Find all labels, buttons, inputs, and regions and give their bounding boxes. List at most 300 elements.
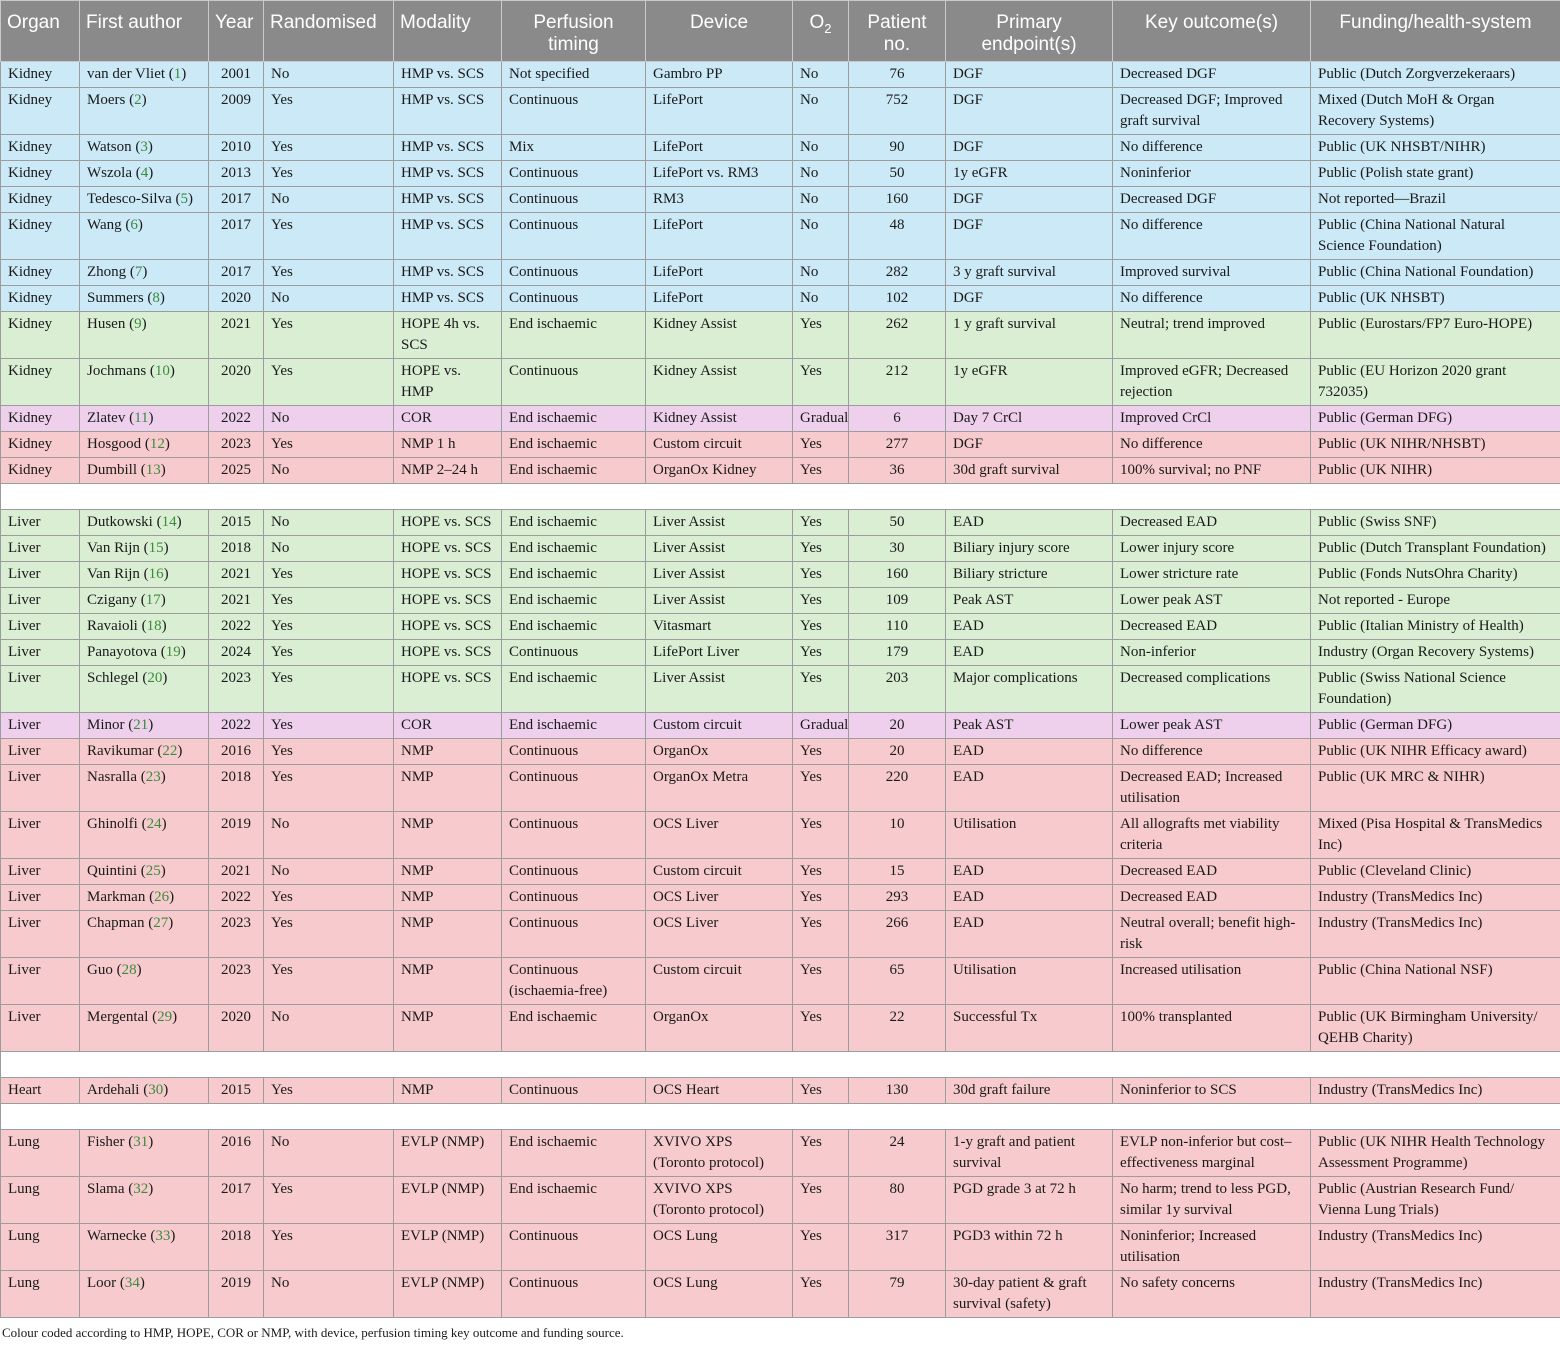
cell-device: Custom circuit — [646, 958, 793, 1005]
cell-perfusion-timing: Mix — [502, 135, 646, 161]
cell-key-outcome: Lower injury score — [1113, 536, 1311, 562]
cell-funding: Public (German DFG) — [1311, 406, 1560, 432]
author-name: Ardehali — [87, 1082, 140, 1098]
cell-perfusion-timing: Continuous — [502, 88, 646, 135]
cell-o2: No — [793, 62, 849, 88]
cell-randomised: Yes — [264, 432, 394, 458]
cell-perfusion-timing: End ischaemic — [502, 432, 646, 458]
cell-patient-no: 10 — [849, 812, 946, 859]
cell-funding: Public (UK NIHR) — [1311, 458, 1560, 484]
reference-link[interactable]: 24 — [146, 816, 162, 832]
author-name: Husen — [87, 316, 126, 332]
cell-organ: Liver — [1, 812, 80, 859]
table-row — [1, 1224, 1560, 1271]
cell-modality: NMP — [394, 812, 502, 859]
cell-key-outcome: Lower peak AST — [1113, 588, 1311, 614]
cell-modality: HMP vs. SCS — [394, 161, 502, 187]
header-organ: Organ — [1, 1, 80, 62]
reference-link[interactable]: 27 — [153, 915, 169, 931]
reference-link[interactable]: 23 — [145, 769, 161, 785]
cell-patient-no: 50 — [849, 161, 946, 187]
reference-link[interactable]: 1 — [173, 66, 182, 82]
author-name: Slama — [87, 1181, 125, 1197]
reference-link[interactable]: 32 — [133, 1181, 149, 1197]
cell-primary-endpoint: 30d graft failure — [946, 1078, 1113, 1104]
header-year: Year — [209, 1, 264, 62]
cell-patient-no: 282 — [849, 260, 946, 286]
cell-o2: Yes — [793, 614, 849, 640]
cell-o2: No — [793, 88, 849, 135]
cell-first-author: Mergental (29) — [80, 1005, 209, 1052]
cell-randomised: No — [264, 187, 394, 213]
cell-year: 2020 — [209, 1005, 264, 1052]
cell-device: Liver Assist — [646, 588, 793, 614]
reference-link[interactable]: 12 — [149, 436, 165, 452]
cell-first-author: Hosgood (12) — [80, 432, 209, 458]
cell-first-author: Dutkowski (14) — [80, 510, 209, 536]
cell-randomised: Yes — [264, 562, 394, 588]
cell-first-author: Ravaioli (18) — [80, 614, 209, 640]
cell-perfusion-timing: Continuous — [502, 1078, 646, 1104]
cell-patient-no: 20 — [849, 713, 946, 739]
cell-randomised: Yes — [264, 1177, 394, 1224]
table-row — [1, 536, 1560, 562]
cell-patient-no: 293 — [849, 885, 946, 911]
cell-key-outcome: Noninferior; Increased utilisation — [1113, 1224, 1311, 1271]
table-row — [1, 260, 1560, 286]
author-name: Nasralla — [87, 769, 137, 785]
cell-perfusion-timing: Not specified — [502, 62, 646, 88]
cell-modality: COR — [394, 406, 502, 432]
cell-primary-endpoint: 1 y graft survival — [946, 312, 1113, 359]
separator-cell — [1, 484, 1560, 510]
cell-organ: Lung — [1, 1130, 80, 1177]
cell-funding: Not reported - Europe — [1311, 588, 1560, 614]
cell-key-outcome: Lower stricture rate — [1113, 562, 1311, 588]
reference-link[interactable]: 30 — [148, 1082, 164, 1098]
cell-perfusion-timing: Continuous — [502, 286, 646, 312]
cell-randomised: No — [264, 1005, 394, 1052]
cell-first-author: Husen (9) — [80, 312, 209, 359]
reference-link[interactable]: 18 — [146, 618, 162, 634]
cell-primary-endpoint: 30-day patient & graft survival (safety) — [946, 1271, 1113, 1318]
cell-year: 2023 — [209, 666, 264, 713]
header-first-author: First author — [80, 1, 209, 62]
cell-funding: Public (German DFG) — [1311, 713, 1560, 739]
cell-funding: Public (China National Foundation) — [1311, 260, 1560, 286]
cell-funding: Public (UK Birmingham University/ QEHB Charity) — [1311, 1005, 1560, 1052]
cell-first-author: Guo (28) — [80, 958, 209, 1005]
cell-funding: Public (Polish state grant) — [1311, 161, 1560, 187]
cell-funding: Not reported—Brazil — [1311, 187, 1560, 213]
table-row — [1, 1078, 1560, 1104]
cell-primary-endpoint: DGF — [946, 88, 1113, 135]
reference-link[interactable]: 14 — [161, 514, 177, 530]
cell-o2: No — [793, 187, 849, 213]
cell-key-outcome: Noninferior to SCS — [1113, 1078, 1311, 1104]
reference-link[interactable]: 8 — [152, 290, 160, 306]
cell-year: 2010 — [209, 135, 264, 161]
reference-link[interactable]: 31 — [133, 1134, 149, 1150]
cell-first-author: Wang (6) — [80, 213, 209, 260]
reference-link[interactable]: 3 — [140, 139, 148, 155]
cell-funding: Industry (TransMedics Inc) — [1311, 1271, 1560, 1318]
cell-device: OCS Liver — [646, 911, 793, 958]
cell-perfusion-timing: End ischaemic — [502, 1005, 646, 1052]
author-name: Van Rijn — [87, 540, 140, 556]
table-row — [1, 88, 1560, 135]
cell-primary-endpoint: Peak AST — [946, 713, 1113, 739]
cell-modality: COR — [394, 713, 502, 739]
reference-link[interactable]: 29 — [157, 1009, 173, 1025]
cell-patient-no: 22 — [849, 1005, 946, 1052]
reference-link[interactable]: 25 — [145, 863, 161, 879]
table-row — [1, 135, 1560, 161]
cell-primary-endpoint: 30d graft survival — [946, 458, 1113, 484]
author-name: Ravikumar — [87, 743, 154, 759]
cell-organ: Liver — [1, 1005, 80, 1052]
cell-first-author: Summers (8) — [80, 286, 209, 312]
table-row — [1, 812, 1560, 859]
cell-patient-no: 220 — [849, 765, 946, 812]
cell-year: 2022 — [209, 713, 264, 739]
cell-perfusion-timing: Continuous — [502, 260, 646, 286]
cell-organ: Liver — [1, 614, 80, 640]
cell-perfusion-timing: Continuous — [502, 859, 646, 885]
cell-funding: Public (UK NHSBT) — [1311, 286, 1560, 312]
cell-funding: Industry (TransMedics Inc) — [1311, 1224, 1560, 1271]
reference-link[interactable]: 9 — [134, 316, 142, 332]
cell-modality: EVLP (NMP) — [394, 1224, 502, 1271]
cell-key-outcome: No harm; trend to less PGD, similar 1y survival — [1113, 1177, 1311, 1224]
cell-o2: Yes — [793, 765, 849, 812]
cell-key-outcome: EVLP non-inferior but cost–effectiveness marginal — [1113, 1130, 1311, 1177]
cell-modality: HMP vs. SCS — [394, 135, 502, 161]
author-name: Wszola — [87, 165, 132, 181]
cell-funding: Public (Swiss National Science Foundation) — [1311, 666, 1560, 713]
cell-year: 2001 — [209, 62, 264, 88]
cell-funding: Industry (TransMedics Inc) — [1311, 885, 1560, 911]
cell-funding: Public (EU Horizon 2020 grant 732035) — [1311, 359, 1560, 406]
cell-perfusion-timing: Continuous — [502, 812, 646, 859]
cell-organ: Liver — [1, 666, 80, 713]
author-name: Dumbill — [87, 462, 138, 478]
cell-patient-no: 90 — [849, 135, 946, 161]
cell-primary-endpoint: Biliary stricture — [946, 562, 1113, 588]
cell-primary-endpoint: 1y eGFR — [946, 161, 1113, 187]
cell-primary-endpoint: EAD — [946, 640, 1113, 666]
cell-first-author: Slama (32) — [80, 1177, 209, 1224]
cell-key-outcome: No safety concerns — [1113, 1271, 1311, 1318]
author-name: Markman — [87, 889, 146, 905]
cell-key-outcome: Increased utilisation — [1113, 958, 1311, 1005]
cell-primary-endpoint: Major complications — [946, 666, 1113, 713]
author-name: Wang — [87, 217, 122, 233]
reference-link[interactable]: 6 — [130, 217, 138, 233]
cell-year: 2022 — [209, 406, 264, 432]
cell-first-author: Ghinolfi (24) — [80, 812, 209, 859]
cell-organ: Kidney — [1, 458, 80, 484]
cell-o2: Yes — [793, 359, 849, 406]
cell-perfusion-timing: Continuous — [502, 187, 646, 213]
cell-o2: Yes — [793, 885, 849, 911]
cell-organ: Kidney — [1, 286, 80, 312]
cell-patient-no: 48 — [849, 213, 946, 260]
cell-o2: Yes — [793, 1078, 849, 1104]
cell-year: 2023 — [209, 911, 264, 958]
cell-patient-no: 266 — [849, 911, 946, 958]
cell-funding: Public (Austrian Research Fund/ Vienna Lung Trials) — [1311, 1177, 1560, 1224]
cell-funding: Public (UK NIHR/NHSBT) — [1311, 432, 1560, 458]
cell-o2: Yes — [793, 911, 849, 958]
cell-patient-no: 79 — [849, 1271, 946, 1318]
cell-funding: Public (Eurostars/FP7 Euro-HOPE) — [1311, 312, 1560, 359]
reference-link[interactable]: 13 — [145, 462, 161, 478]
reference-link[interactable]: 16 — [148, 566, 164, 582]
cell-key-outcome: Improved CrCl — [1113, 406, 1311, 432]
author-name: Van Rijn — [87, 566, 140, 582]
cell-patient-no: 36 — [849, 458, 946, 484]
cell-randomised: Yes — [264, 260, 394, 286]
cell-first-author: Van Rijn (16) — [80, 562, 209, 588]
table-row — [1, 458, 1560, 484]
author-name: Chapman — [87, 915, 145, 931]
separator-cell — [1, 1052, 1560, 1078]
cell-primary-endpoint: Utilisation — [946, 958, 1113, 1005]
cell-first-author: Czigany (17) — [80, 588, 209, 614]
cell-year: 2018 — [209, 765, 264, 812]
cell-organ: Liver — [1, 765, 80, 812]
cell-primary-endpoint: EAD — [946, 765, 1113, 812]
cell-first-author: Ardehali (30) — [80, 1078, 209, 1104]
cell-patient-no: 65 — [849, 958, 946, 1005]
cell-funding: Public (Dutch Transplant Foundation) — [1311, 536, 1560, 562]
cell-year: 2016 — [209, 1130, 264, 1177]
reference-link[interactable]: 21 — [133, 717, 149, 733]
cell-year: 2013 — [209, 161, 264, 187]
cell-patient-no: 179 — [849, 640, 946, 666]
cell-first-author: Chapman (27) — [80, 911, 209, 958]
cell-primary-endpoint: Day 7 CrCl — [946, 406, 1113, 432]
reference-link[interactable]: 20 — [147, 670, 163, 686]
author-name: Guo — [87, 962, 113, 978]
cell-organ: Lung — [1, 1224, 80, 1271]
cell-patient-no: 24 — [849, 1130, 946, 1177]
cell-modality: NMP — [394, 739, 502, 765]
cell-o2: Yes — [793, 588, 849, 614]
cell-year: 2024 — [209, 640, 264, 666]
cell-organ: Liver — [1, 536, 80, 562]
table-row — [1, 562, 1560, 588]
cell-year: 2021 — [209, 588, 264, 614]
cell-funding: Public (UK NIHR Health Technology Assessment Programme) — [1311, 1130, 1560, 1177]
cell-device: LifePort — [646, 213, 793, 260]
cell-organ: Liver — [1, 885, 80, 911]
cell-modality: HMP vs. SCS — [394, 88, 502, 135]
author-name: Summers — [87, 290, 144, 306]
author-name: Czigany — [87, 592, 137, 608]
cell-key-outcome: Improved eGFR; Decreased rejection — [1113, 359, 1311, 406]
table-row — [1, 958, 1560, 1005]
cell-device: Kidney Assist — [646, 359, 793, 406]
cell-organ: Liver — [1, 588, 80, 614]
cell-first-author: Van Rijn (15) — [80, 536, 209, 562]
cell-randomised: Yes — [264, 885, 394, 911]
cell-modality: HMP vs. SCS — [394, 213, 502, 260]
cell-device: LifePort — [646, 88, 793, 135]
cell-device: Vitasmart — [646, 614, 793, 640]
cell-device: Liver Assist — [646, 510, 793, 536]
cell-organ: Lung — [1, 1177, 80, 1224]
cell-funding: Public (China National NSF) — [1311, 958, 1560, 1005]
cell-patient-no: 203 — [849, 666, 946, 713]
cell-modality: NMP — [394, 765, 502, 812]
cell-patient-no: 102 — [849, 286, 946, 312]
cell-patient-no: 212 — [849, 359, 946, 406]
cell-randomised: Yes — [264, 1078, 394, 1104]
author-name: Fisher — [87, 1134, 125, 1150]
table-row — [1, 1005, 1560, 1052]
cell-modality: HOPE vs. SCS — [394, 562, 502, 588]
cell-o2: No — [793, 286, 849, 312]
cell-funding: Public (Italian Ministry of Health) — [1311, 614, 1560, 640]
reference-link[interactable]: 10 — [154, 363, 170, 379]
cell-year: 2021 — [209, 859, 264, 885]
cell-organ: Lung — [1, 1271, 80, 1318]
cell-device: OrganOx — [646, 1005, 793, 1052]
cell-device: OCS Heart — [646, 1078, 793, 1104]
cell-primary-endpoint: PGD grade 3 at 72 h — [946, 1177, 1113, 1224]
reference-link[interactable]: 22 — [162, 743, 178, 759]
cell-year: 2021 — [209, 562, 264, 588]
cell-perfusion-timing: Continuous — [502, 739, 646, 765]
cell-device: Custom circuit — [646, 432, 793, 458]
cell-device: XVIVO XPS (Toronto protocol) — [646, 1130, 793, 1177]
cell-modality: NMP — [394, 1005, 502, 1052]
table-row — [1, 187, 1560, 213]
cell-organ: Liver — [1, 562, 80, 588]
cell-o2: Yes — [793, 859, 849, 885]
cell-patient-no: 317 — [849, 1224, 946, 1271]
cell-randomised: Yes — [264, 1224, 394, 1271]
cell-key-outcome: Decreased DGF; Improved graft survival — [1113, 88, 1311, 135]
table-row — [1, 713, 1560, 739]
cell-funding: Public (UK NHSBT/NIHR) — [1311, 135, 1560, 161]
cell-year: 2022 — [209, 614, 264, 640]
reference-link[interactable]: 19 — [165, 644, 181, 660]
cell-device: LifePort — [646, 135, 793, 161]
cell-key-outcome: Improved survival — [1113, 260, 1311, 286]
cell-funding: Industry (TransMedics Inc) — [1311, 1078, 1560, 1104]
table-row — [1, 885, 1560, 911]
cell-randomised: No — [264, 510, 394, 536]
cell-key-outcome: Decreased EAD — [1113, 614, 1311, 640]
cell-primary-endpoint: Successful Tx — [946, 1005, 1113, 1052]
author-name: Moers — [87, 92, 126, 108]
reference-link[interactable]: 11 — [134, 410, 149, 426]
reference-link[interactable]: 4 — [140, 165, 149, 181]
reference-link[interactable]: 5 — [180, 191, 189, 207]
table-row — [1, 911, 1560, 958]
cell-modality: HOPE vs. SCS — [394, 614, 502, 640]
header-funding: Funding/health-system — [1311, 1, 1560, 62]
cell-randomised: Yes — [264, 713, 394, 739]
cell-o2: Yes — [793, 666, 849, 713]
cell-o2: Yes — [793, 1005, 849, 1052]
cell-perfusion-timing: End ischaemic — [502, 1130, 646, 1177]
cell-modality: NMP 2–24 h — [394, 458, 502, 484]
cell-primary-endpoint: Biliary injury score — [946, 536, 1113, 562]
cell-randomised: Yes — [264, 958, 394, 1005]
author-name: Zhong — [87, 264, 127, 280]
reference-link[interactable]: 15 — [148, 540, 164, 556]
cell-key-outcome: Decreased EAD — [1113, 859, 1311, 885]
cell-perfusion-timing: End ischaemic — [502, 713, 646, 739]
author-name: Tedesco-Silva — [87, 191, 172, 207]
author-name: Mergental — [87, 1009, 149, 1025]
cell-funding: Public (UK NIHR Efficacy award) — [1311, 739, 1560, 765]
cell-device: OrganOx Kidney — [646, 458, 793, 484]
reference-link[interactable]: 2 — [134, 92, 142, 108]
reference-link[interactable]: 28 — [121, 962, 137, 978]
cell-o2: Yes — [793, 812, 849, 859]
table-row — [1, 312, 1560, 359]
cell-year: 2018 — [209, 536, 264, 562]
cell-first-author: Warnecke (33) — [80, 1224, 209, 1271]
cell-first-author: Quintini (25) — [80, 859, 209, 885]
reference-link[interactable]: 26 — [154, 889, 170, 905]
cell-first-author: Schlegel (20) — [80, 666, 209, 713]
cell-device: LifePort — [646, 286, 793, 312]
cell-first-author: Nasralla (23) — [80, 765, 209, 812]
reference-link[interactable]: 34 — [124, 1275, 140, 1291]
table-row — [1, 286, 1560, 312]
cell-patient-no: 262 — [849, 312, 946, 359]
author-name: Hosgood — [87, 436, 142, 452]
cell-modality: EVLP (NMP) — [394, 1177, 502, 1224]
reference-link[interactable]: 33 — [155, 1228, 171, 1244]
cell-perfusion-timing: Continuous — [502, 1224, 646, 1271]
table-row — [1, 765, 1560, 812]
cell-o2: Yes — [793, 958, 849, 1005]
cell-key-outcome: Decreased complications — [1113, 666, 1311, 713]
cell-organ: Kidney — [1, 432, 80, 458]
cell-modality: HOPE vs. SCS — [394, 510, 502, 536]
cell-o2: Yes — [793, 640, 849, 666]
table-row — [1, 640, 1560, 666]
cell-primary-endpoint: EAD — [946, 614, 1113, 640]
cell-year: 2025 — [209, 458, 264, 484]
cell-randomised: Yes — [264, 359, 394, 406]
cell-primary-endpoint: EAD — [946, 859, 1113, 885]
cell-perfusion-timing: End ischaemic — [502, 510, 646, 536]
cell-device: LifePort vs. RM3 — [646, 161, 793, 187]
cell-primary-endpoint: Utilisation — [946, 812, 1113, 859]
cell-funding: Industry (TransMedics Inc) — [1311, 911, 1560, 958]
cell-patient-no: 50 — [849, 510, 946, 536]
cell-o2: Yes — [793, 432, 849, 458]
header-patient-no: Patient no. — [849, 1, 946, 62]
cell-year: 2018 — [209, 1224, 264, 1271]
cell-randomised: No — [264, 536, 394, 562]
cell-device: OrganOx Metra — [646, 765, 793, 812]
cell-key-outcome: Noninferior — [1113, 161, 1311, 187]
table-row — [1, 859, 1560, 885]
reference-link[interactable]: 17 — [145, 592, 161, 608]
author-name: Jochmans — [87, 363, 147, 379]
reference-link[interactable]: 7 — [134, 264, 143, 280]
cell-first-author: Jochmans (10) — [80, 359, 209, 406]
